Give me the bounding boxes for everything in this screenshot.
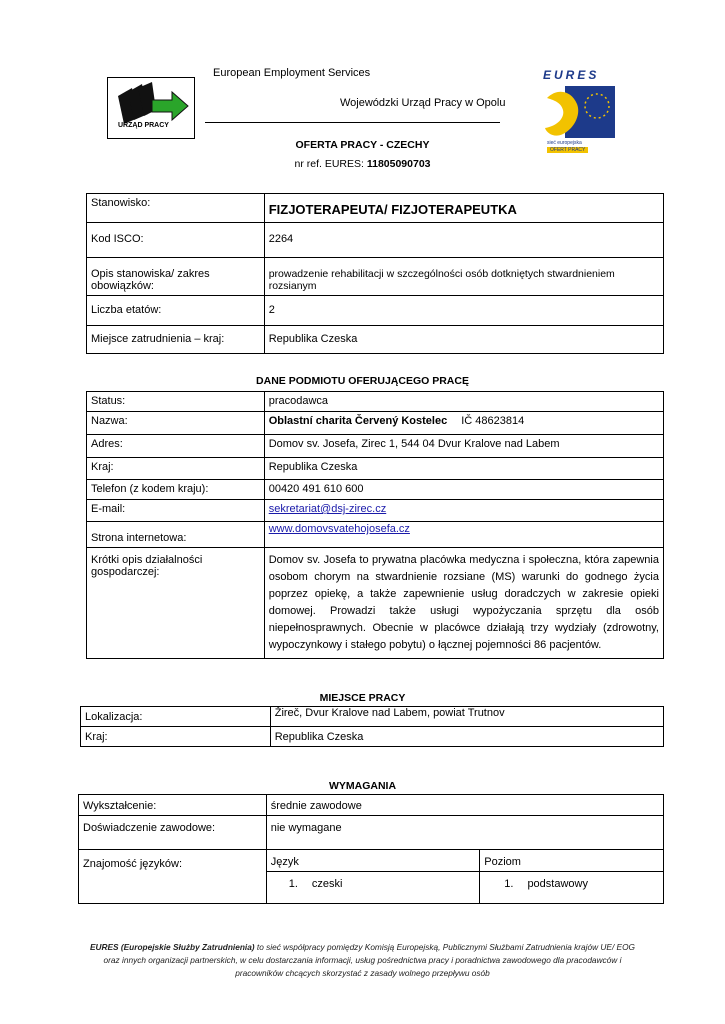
level-col-header: Poziom (480, 850, 664, 872)
experience-value: nie wymagane (266, 816, 663, 850)
position-value: FIZJOTERAPEUTA/ FIZJOTERAPEUTKA (268, 202, 517, 217)
offer-ref-value: 11805090703 (366, 158, 431, 170)
phone-label: Telefon (z kodem kraju): (87, 480, 265, 500)
location-value: Žireč, Dvur Kralove nad Labem, powiat Trutnov (270, 707, 663, 727)
level-cell (480, 872, 664, 904)
offer-title: OFERTA PRACY - CZECHY (295, 139, 430, 151)
lang-cell (266, 872, 480, 904)
header-divider (205, 122, 500, 123)
address-value: Domov sv. Josefa, Zirec 1, 544 04 Dvur Kralove nad Labem (264, 435, 663, 458)
education-label: Wykształcenie: (79, 795, 267, 816)
lang-value: czeski (311, 878, 343, 890)
wp-country-value: Republika Czeska (270, 727, 663, 747)
count-value: 2 (264, 296, 663, 326)
offer-ref (0, 158, 725, 170)
footer (60, 941, 665, 980)
requirements-table (78, 794, 664, 904)
header-org: European Employment Services (213, 67, 371, 79)
web-label: Strona internetowa: (87, 522, 265, 548)
location-label: Lokalizacja: (81, 707, 271, 727)
email-link[interactable]: sekretariat@dsj-zirec.cz (268, 503, 387, 515)
education-value: średnie zawodowe (266, 795, 663, 816)
isco-value: 2264 (264, 223, 663, 258)
level-value: podstawowy (527, 878, 588, 890)
workplace-table (80, 706, 664, 747)
footer-line3: pracowników chcących skorzystać z zasady wolnego przepływu osób (235, 968, 490, 978)
employer-section-title: DANE PODMIOTU OFERUJĄCEGO PRACĘ (256, 375, 469, 387)
job-table (86, 193, 664, 354)
position-label: Stanowisko: (87, 194, 265, 223)
status-value: pracodawca (264, 392, 663, 412)
web-link[interactable]: www.domovsvatehojosefa.cz (268, 523, 410, 535)
footer-line2: oraz innych organizacji partnerskich, w celu dostarczania informacji, usług pośrednictwa pracy i poradnictwa zawodowego dla pracodawców i (103, 955, 622, 965)
urzad-pracy-logo (107, 77, 195, 139)
name-cell (264, 412, 663, 435)
wp-country-label: Kraj: (81, 727, 271, 747)
workplace-section-title: MIEJSCE PRACY (319, 692, 406, 704)
header-office: Wojewódzki Urząd Pracy w Opolu (340, 97, 506, 109)
count-label: Liczba etatów: (87, 296, 265, 326)
employer-table (86, 391, 664, 659)
languages-label: Znajomość języków: (79, 850, 267, 904)
country-value: Republika Czeska (264, 458, 663, 480)
ic-value: IČ 48623814 (461, 415, 525, 427)
logo-left-text: URZĄD PRACY (118, 122, 169, 129)
experience-label: Doświadczenie zawodowe: (79, 816, 267, 850)
phone-value: 00420 491 610 600 (264, 480, 663, 500)
name-label: Nazwa: (87, 412, 265, 435)
eures-logo-sub2: OFERT PRACY (547, 147, 588, 153)
name-value: Oblastní charita Červený Kostelec (268, 415, 448, 427)
address-label: Adres: (87, 435, 265, 458)
offer-ref-label: nr ref. EURES: (294, 158, 367, 170)
footer-line1-rest: to sieć współpracy pomiędzy Komisją Europejską, Publicznymi Służbami Zatrudnienia krajów UE/ EOG (254, 942, 636, 952)
place-value: Republika Czeska (264, 326, 663, 354)
desc-label: Opis stanowiska/ zakres obowiązków: (87, 258, 265, 296)
email-label: E-mail: (87, 500, 265, 522)
eures-logo-text: EURES (543, 68, 600, 82)
lang-col-header: Język (266, 850, 480, 872)
about-label: Krótki opis działalności gospodarczej: (87, 548, 265, 659)
requirements-section-title: WYMAGANIA (328, 780, 397, 792)
about-value: Domov sv. Josefa to prywatna placówka medyczna i społeczna, która zapewnia osobom chorym na stwardnienie rozsiane (MS) warunki do godnego życia poprzez opiekę, a także zapewnienie usług doradczych w zakresie opieki domowej. Prowadzi także usługi wypożyczania sprzętu dla osób niepełnosprawnych. Obecnie w placówce działają trzy wydziały (zdrowotny, wypoczynkowy i stałego pobytu) o łącznej pojemności 86 pacjentów. (264, 548, 663, 659)
eures-logo-sub1: sieć europejska (547, 140, 582, 146)
footer-line1 (60, 941, 665, 954)
lang-num: 1. (288, 878, 298, 890)
desc-value: prowadzenie rehabilitacji w szczególności osób dotkniętych stwardnieniem rozsianym (264, 258, 663, 296)
place-label: Miejsce zatrudnienia – kraj: (87, 326, 265, 354)
isco-label: Kod ISCO: (87, 223, 265, 258)
status-label: Status: (87, 392, 265, 412)
footer-bold: EURES (Europejskie Służby Zatrudnienia) (89, 942, 255, 952)
level-num: 1. (504, 878, 514, 890)
country-label: Kraj: (87, 458, 265, 480)
